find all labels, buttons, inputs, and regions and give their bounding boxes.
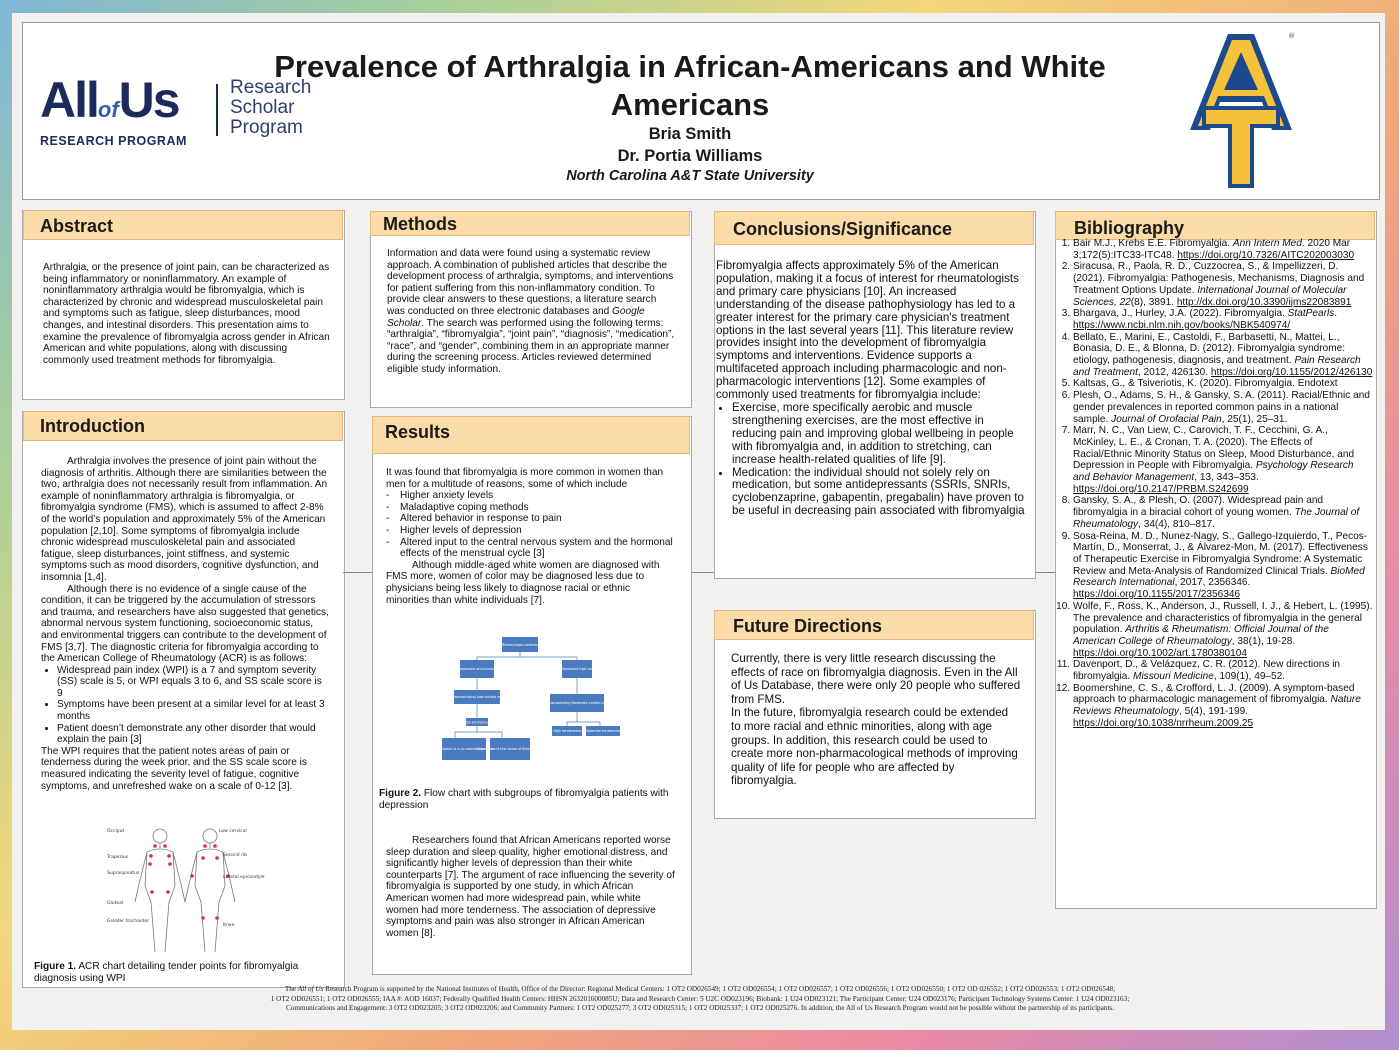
bibliography-text: , 25(1), 25–31. [1221, 413, 1288, 425]
results-paragraph-2: Although middle-aged white women are diagnosed with FMS more, women of color may be diagnosed less due to physicians being less likely to diagnose racial or ethnic minorities than white individuals [7]. [386, 559, 660, 606]
abstract-heading: Abstract [23, 210, 343, 240]
bibliography-text: Davenport, D., & Velázquez, C. R. (2012). New directions in fibromyalgia. [1073, 659, 1341, 683]
list-item: • Widespread pain index (WPI) is a 7 and symptom severity (SS) scale is 5, or WPI equals 3 to 6, and SS scale score is 9 [57, 665, 329, 700]
fig1-label-trapezius: Trapezius [107, 855, 129, 860]
bibliography-text: (8), 3891. [1130, 296, 1177, 308]
results-heading: Results [372, 416, 690, 454]
bibliography-text: Pain Research and Treatment [1073, 355, 1361, 378]
list-item: - Higher levels of depression [400, 525, 676, 537]
flow-l3b-label: Depression is the cause of fibromyalgia [476, 747, 544, 751]
fig1-label-low-cervical: Low cervical [219, 829, 247, 834]
list-item: • Exercise, more specifically aerobic and muscle strengthening exercises, are the most effective in reducing pain and improving global wellbeing in people with fibromyalgia and, in addition to stretching, can increase health-related qualities of life [9]. [732, 402, 1026, 467]
bibliography-link[interactable]: https://doi.org/10.1002/art.1780380104 [1073, 647, 1247, 659]
author-1: Bria Smith [648, 125, 732, 143]
flow-r2a-label: High tenderness [553, 729, 581, 733]
bibliography-item [1073, 495, 1373, 530]
flow-l1-label: High catastrophizing Low control over pain [440, 695, 514, 699]
results-intro: It was found that fibromyalgia is more common in women than men for a multitude of reasons, some of which include [386, 467, 664, 490]
bibliography-link[interactable]: https://doi.org/10.1155/2012/426130 [1210, 366, 1373, 378]
bibliography-item [1073, 683, 1373, 730]
bibliography-text: Arthritis & Rheumatism: Official Journal of the American College of Rheumatology [1073, 624, 1329, 647]
bibliography-text: BioMed Research International [1073, 565, 1365, 589]
logo-divider [216, 84, 218, 136]
bibliography-text: . 2020 Mar 3;172(5):ITC33-ITC48. [1073, 238, 1351, 261]
methods-heading: Methods [370, 211, 690, 236]
bibliography-item [1073, 425, 1373, 495]
bibliography-text: , 2017, 2356346. [1174, 577, 1251, 589]
intro-criteria-list [41, 665, 329, 746]
future-paragraph-2: In the future, fibromyalgia research could be extended to more racial and ethnic minorities, along with age groups. In addition, this research could be used to create more non-pharmacological methods of improving quality of life for people who are affected by fibromyalgia. [731, 706, 1018, 788]
bibliography-item [1073, 659, 1373, 682]
bibliography-text: , 38(1), 19-28. [1231, 635, 1296, 647]
fig1-label-knee: Knee [223, 923, 235, 928]
funding-l1i: All of Us [297, 985, 324, 993]
bibliography-text: International Journal of Molecular Sciences, 22 [1073, 284, 1347, 308]
logo-of: of [97, 97, 119, 122]
bibliography-heading: Bibliography [1055, 211, 1375, 240]
results-p3-text: Researchers found that African Americans reported worse sleep duration and sleep quality, higher emotional distress, and significantly higher levels of depression than their white counterparts [7]. The argument of race influencing the severity of fibromyalgia is supported by one study, in which African American women had more widespread pain, while white women had more tenderness. The association of depressive symptoms and pain was also stronger in African American women [8]. [386, 835, 675, 939]
bibliography-item [1073, 601, 1373, 660]
bibliography-link[interactable]: https://doi.org/10.2147/PRBM.S242699 [1073, 483, 1249, 495]
funding-l1b: Research Program is supported by the National Institutes of Health, Office of the Director: Regional Medical Centers: 1 OT2 OD026549; 1 OT2 OD026554; 1 OT2 OD026557; 1 OT2 OD026556; 1 OT2 OD026550; 1 OT2 OD 026552; 1 OT2 OD026553; 1 OT2 OD026548; [323, 985, 1116, 993]
bibliography-text: , 109(1), 49–52. [1213, 671, 1286, 683]
methods-text-b: . The search was performed using the following terms: “arthralgia”, “fibromyalgia”, “joint pain”, “diagnosis”, “medication”, “race”, and “gender”, combining them in an appropriate manner during the screening process. Articles reviewed determined eligible study information. [387, 317, 675, 375]
figure-1-caption-text: ACR chart detailing tender points for fibromyalgia diagnosis using WPI [34, 961, 299, 984]
fig1-label-gluteal: Gluteal [107, 901, 124, 906]
logo-all: All [40, 72, 98, 128]
bibliography-text: Bhargava, J., Hurley, J.A. (2022). Fibromyalgia. [1073, 308, 1288, 320]
methods-text-italic: Google Scholar [387, 305, 645, 329]
figure-2-label: Figure 2. [379, 788, 422, 799]
introduction-body [41, 456, 329, 792]
bibliography-link[interactable]: https://doi.org/10.7326/AITC202003030 [1177, 249, 1355, 261]
flow-l3a-label: Depression is a co-morbid condition [433, 747, 495, 751]
figure-1-label: Figure 1. [34, 961, 77, 972]
bibliography-list [1053, 238, 1373, 730]
bibliography-text: Plesh, O., Adams, S. H., & Gansky, S. A. (2011). Racial/Ethnic and gender prevalences in reported common pains in a national sample. [1073, 390, 1370, 425]
results-list [386, 490, 676, 560]
bibliography-text: , 13, 343–353. [1194, 472, 1259, 484]
flow-root-label: Fibromyalgia patients [501, 643, 539, 647]
list-item: • Patient doesn’t demonstrate any other disorder that would explain the pain [3] [57, 723, 329, 746]
logo-rsp-scholar: Scholar [230, 97, 295, 118]
connector-line [343, 572, 373, 573]
results-paragraph-3 [386, 835, 676, 939]
bibliography-item [1073, 238, 1373, 261]
conclusions-heading: Conclusions/Significance [714, 211, 1034, 245]
funding-statement [160, 985, 1240, 1014]
bibliography-text: Bellato, E., Marini, E., Castoldi, F., Barbasetti, N., Mattei, L., Bonasia, D. E., & Blonna, D. (2012). Fibromyalgia syndrome: etiology, pathogenesis, diagnosis, and treatment. [1073, 331, 1346, 367]
bibliography-item [1073, 332, 1373, 379]
bibliography-item [1073, 390, 1373, 425]
intro-paragraph-1: Arthralgia involves the presence of joint pain without the diagnosis of arthritis. Although there are similarities between the two, arthralgia does not necessarily result from inflammation. An example of noninflammatory arthralgia is fibromyalgia, or fibromyalgia syndrome (FMS), which is assumed to affect 2-8% of the world’s population and approximately 5% of the American population [2,10]. Some symptoms of fibromyalgia include chronic widespread musculoskeletal pain and associated fatigue, sleep disturbances, joint stiffness, and systemic symptoms such as mood disorders, cognitive dysfunction, and insomnia [1,4]. [41, 456, 328, 583]
bibliography-text: Ann Intern Med [1232, 238, 1302, 249]
flow-chart-figure [433, 632, 640, 767]
bibliography-text: . [1334, 308, 1338, 320]
flow-r2b-label: Moderate tenderness [584, 729, 622, 733]
institution: North Carolina A&T State University [566, 168, 814, 184]
conclusions-text: Fibromyalgia affects approximately 5% of the American population, making it a focus of interest for rheumatologists and primary care physicians [10]. An increased understanding of the disease pathophysiology has led to a greater interest for the primary care physician's treatment options in the last several years [11]. This literature review provides insight into the development of fibromyalgia symptoms and interventions. Evidence supports a multifaceted approach including pharmacologic and non-pharmacologic interventions [12]. Some examples of commonly used treatments for fibromyalgia include: [716, 259, 1019, 402]
logo-us: Us [118, 72, 179, 128]
ncat-aggie-logo [1188, 30, 1294, 190]
bibliography-text: Psychology Research and Behavior Management [1073, 460, 1354, 484]
bibliography-text: Gansky, S. A., & Plesh, O. (2007). Widespread pain and fibromyalgia in a biracial cohort of young women. [1073, 495, 1324, 519]
flow-right-label: Age depressed high anxious [553, 667, 601, 671]
bibliography-text: , 5(4), 191-199. [1179, 706, 1249, 718]
logo-rsp-program: Program [230, 117, 303, 138]
funding-line-1 [160, 985, 1240, 995]
methods-text [387, 248, 677, 376]
connector-line [690, 572, 715, 573]
list-item: - Altered behavior in response to pain [400, 513, 676, 525]
bibliography-link[interactable]: https://doi.org/10.1038/nrrheum.2009.25 [1073, 717, 1254, 729]
conclusions-body [716, 260, 1026, 518]
bibliography-text: , 2012, 426130. [1137, 366, 1211, 378]
all-of-us-logo [40, 72, 312, 148]
bibliography-item [1073, 308, 1373, 331]
fig1-label-occiput: Occiput [107, 829, 125, 834]
bibliography-text: , 34(4), 810–817. [1138, 518, 1215, 530]
list-item: - Maladaptive coping methods [400, 502, 676, 514]
list-item: - Altered input to the central nervous system and the hormonal effects of the menstrual cycle [3] [400, 537, 676, 560]
logo-rsp-research: Research [230, 77, 312, 98]
tender-points-figure [105, 822, 265, 958]
results-top-text [386, 467, 676, 606]
figure-1-caption [34, 961, 334, 984]
future-directions-body [731, 652, 1021, 788]
flow-l2-label: High tenderness [463, 720, 491, 725]
bibliography-text: StatPearls [1287, 308, 1335, 320]
future-paragraph-1: Currently, there is very little research discussing the effects of race on fibromyalgia diagnosis. Even in the All of Us Database, there were only 20 people who suffered from FMS. [731, 652, 1021, 706]
fig1-label-lateral-epicondyle: Lateral epicondyle [223, 875, 265, 880]
bibliography-text: Sosa-Reina, M. D., Nunez-Nagy, S., Gallego-Izquierdo, T., Pecos-Martín, D., Monserrat, J., & Álvarez-Mon, M. (2017). Effectiveness of Therapeutic Exercise in Fibromyalgia Syndrome: A Systematic Review and Meta-Analysis of Randomized Clinical Trials. [1073, 530, 1368, 577]
bibliography-text: Missouri Medicine [1133, 671, 1214, 683]
list-item: - Higher anxiety levels [400, 490, 676, 502]
intro-paragraph-2: Although there is no evidence of a single cause of the condition, it can be triggered by the accumulation of stressors and trauma, and researchers have also suggested that genetics, abnormal nervous system functioning, socioeconomic status, and environmental triggers can contribute to the development of FMS [3,7]. The diagnostic criteria for fibromyalgia according to the American College of Rheumatology (ACR) is as follows: [41, 583, 329, 665]
bibliography-text: Marr, N. C., Van Liew, C., Carovich, T. F., Cecchini, G. A., McKinley, L. E., & Cronan, T. A. (2020). The Effects of Racial/Ethnic Minority Status on Sleep, Mood Disturbance, and Depression in People with Fibromyalgia. [1073, 425, 1355, 472]
bibliography-text: Boomershine, C. S., & Crofford, L. J. (2009). A symptom-based approach to pharmacologic management of fibromyalgia. [1073, 682, 1355, 706]
intro-paragraph-3: The WPI requires that the patient notes areas of pain or tenderness during the week prior, and the SS scale score is measured indicating the severity level of fatigue, cognitive symptoms, and unrefreshed wake on a scale of 0-12 [3]. [41, 745, 307, 792]
figure-2-caption-text: Flow chart with subgroups of fibromyalgia patients with depression [379, 788, 669, 811]
bibliography-link[interactable]: https://www.ncbi.nlm.nih.gov/books/NBK540974/ [1073, 319, 1291, 331]
fig1-label-greater-trochanter: Greater trochanter [107, 919, 150, 924]
bibliography-item [1073, 378, 1373, 390]
funding-line-3: Communications and Engagement: 3 OT2 OD023205; 3 OT2 OD023206; and Community Partners: 1 OT2 OD025277; 3 OT2 OD025315; 1 OT2 OD025337; 1 OT2 OD025276. In addition, the All of Us Research Program would not be possible without the partnership of its participants. [285, 1004, 1115, 1013]
list-item: • Symptoms have been present at a similar level for at least 3 months [57, 699, 329, 722]
bibliography-text: The Journal of Rheumatology [1073, 507, 1360, 530]
funding-line-2: 1 OT2 OD026551; 1 OT2 OD026555; IAA #: AOD 16037; Federally Qualified Health Centers: HHSN 263201600085U; Data and Research Center: 5 U2C OD023196; Biobank: 1 U24 OD023121; The Participant Center: U24 OD023176; Participant Technology Systems Center: 1 U24 OD023163; [270, 994, 1130, 1003]
abstract-text: Arthralgia, or the presence of joint pain, can be characterized as being inflammatory or noninflammatory. An example of noninflammatory arthralgia would be fibromyalgia, which is characterized by chronic and widespread musculoskeletal pain and symptoms such as fatigue, sleep disturbances, mood changes, and intestinal disorders. This presentation aims to examine the prevalence of fibromyalgia across gender in African American and white populations, along with discussing commonly used treatment methods for fibromyalgia. [43, 262, 330, 366]
bibliography-text: Bair M.J., Krebs E.E. Fibromyalgia. [1073, 238, 1233, 249]
fig1-label-second-rib: Second rib [223, 853, 247, 858]
fig1-label-supraspinatus: Supraspinatus [107, 871, 140, 876]
bibliography-item [1073, 531, 1373, 601]
conclusions-list [716, 402, 1026, 518]
flow-r1-label: Low catastrophizing Moderate control over pain [536, 701, 618, 705]
bibliography-link[interactable]: http://dx.doi.org/10.3390/ijms22083891 [1176, 296, 1352, 308]
flow-left-label: Depressed and anxious [457, 667, 497, 671]
bibliography-text: Siracusa, R., Paola, R. D., Cuzzocrea, S., & Impellizzeri, D. (2021). Fibromyalgia: Pathogenesis, Mechanisms, Diagnosis and Treatment Options Update. [1073, 261, 1365, 296]
author-2: Dr. Portia Williams [617, 147, 763, 165]
logo-research-program: RESEARCH PROGRAM [40, 134, 187, 148]
bibliography-text: Nature Reviews Rheumatology [1073, 694, 1361, 718]
registered-mark: ® [1288, 32, 1295, 40]
poster-title: Prevalence of Arthralgia in African-Americans and White Americans [274, 49, 1106, 122]
methods-text-a: Information and data were found using a systematic review approach. A combination of published articles that describe the development process of arthralgia, symptoms, and interventions for patient suffering from this non-inflammatory condition. To provide clear answers to these questions, a literature search was conducted on three electronic databases and [387, 248, 674, 317]
figure-2-caption [379, 788, 679, 811]
bibliography-text: Journal of Orofacial Pain [1111, 413, 1222, 425]
bibliography-item [1073, 261, 1373, 308]
bibliography-text: Kaltsas, G., & Tsiveriotis, K. (2020). Fibromyalgia. Endotext [1073, 378, 1338, 390]
introduction-heading: Introduction [23, 411, 343, 441]
bibliography-text: Wolfe, F., Ross, K., Anderson, J., Russell, I. J., & Hebert, L. (1995). The prevalence and characteristics of fibromyalgia in the general population. [1073, 600, 1373, 636]
future-directions-heading: Future Directions [714, 610, 1034, 640]
bibliography-link[interactable]: https://doi.org/10.1155/2017/2356346 [1073, 589, 1241, 601]
bibliography-body [1053, 238, 1373, 730]
funding-l1a: The [284, 985, 298, 993]
list-item: • Medication: the individual should not solely rely on medication, but some antidepressants (SSRIs, SNRIs, cyclobenzaprine, gabapentin, pregabalin) have proven to be useful in decreasing pain associated with fibromyalgia [732, 467, 1026, 519]
